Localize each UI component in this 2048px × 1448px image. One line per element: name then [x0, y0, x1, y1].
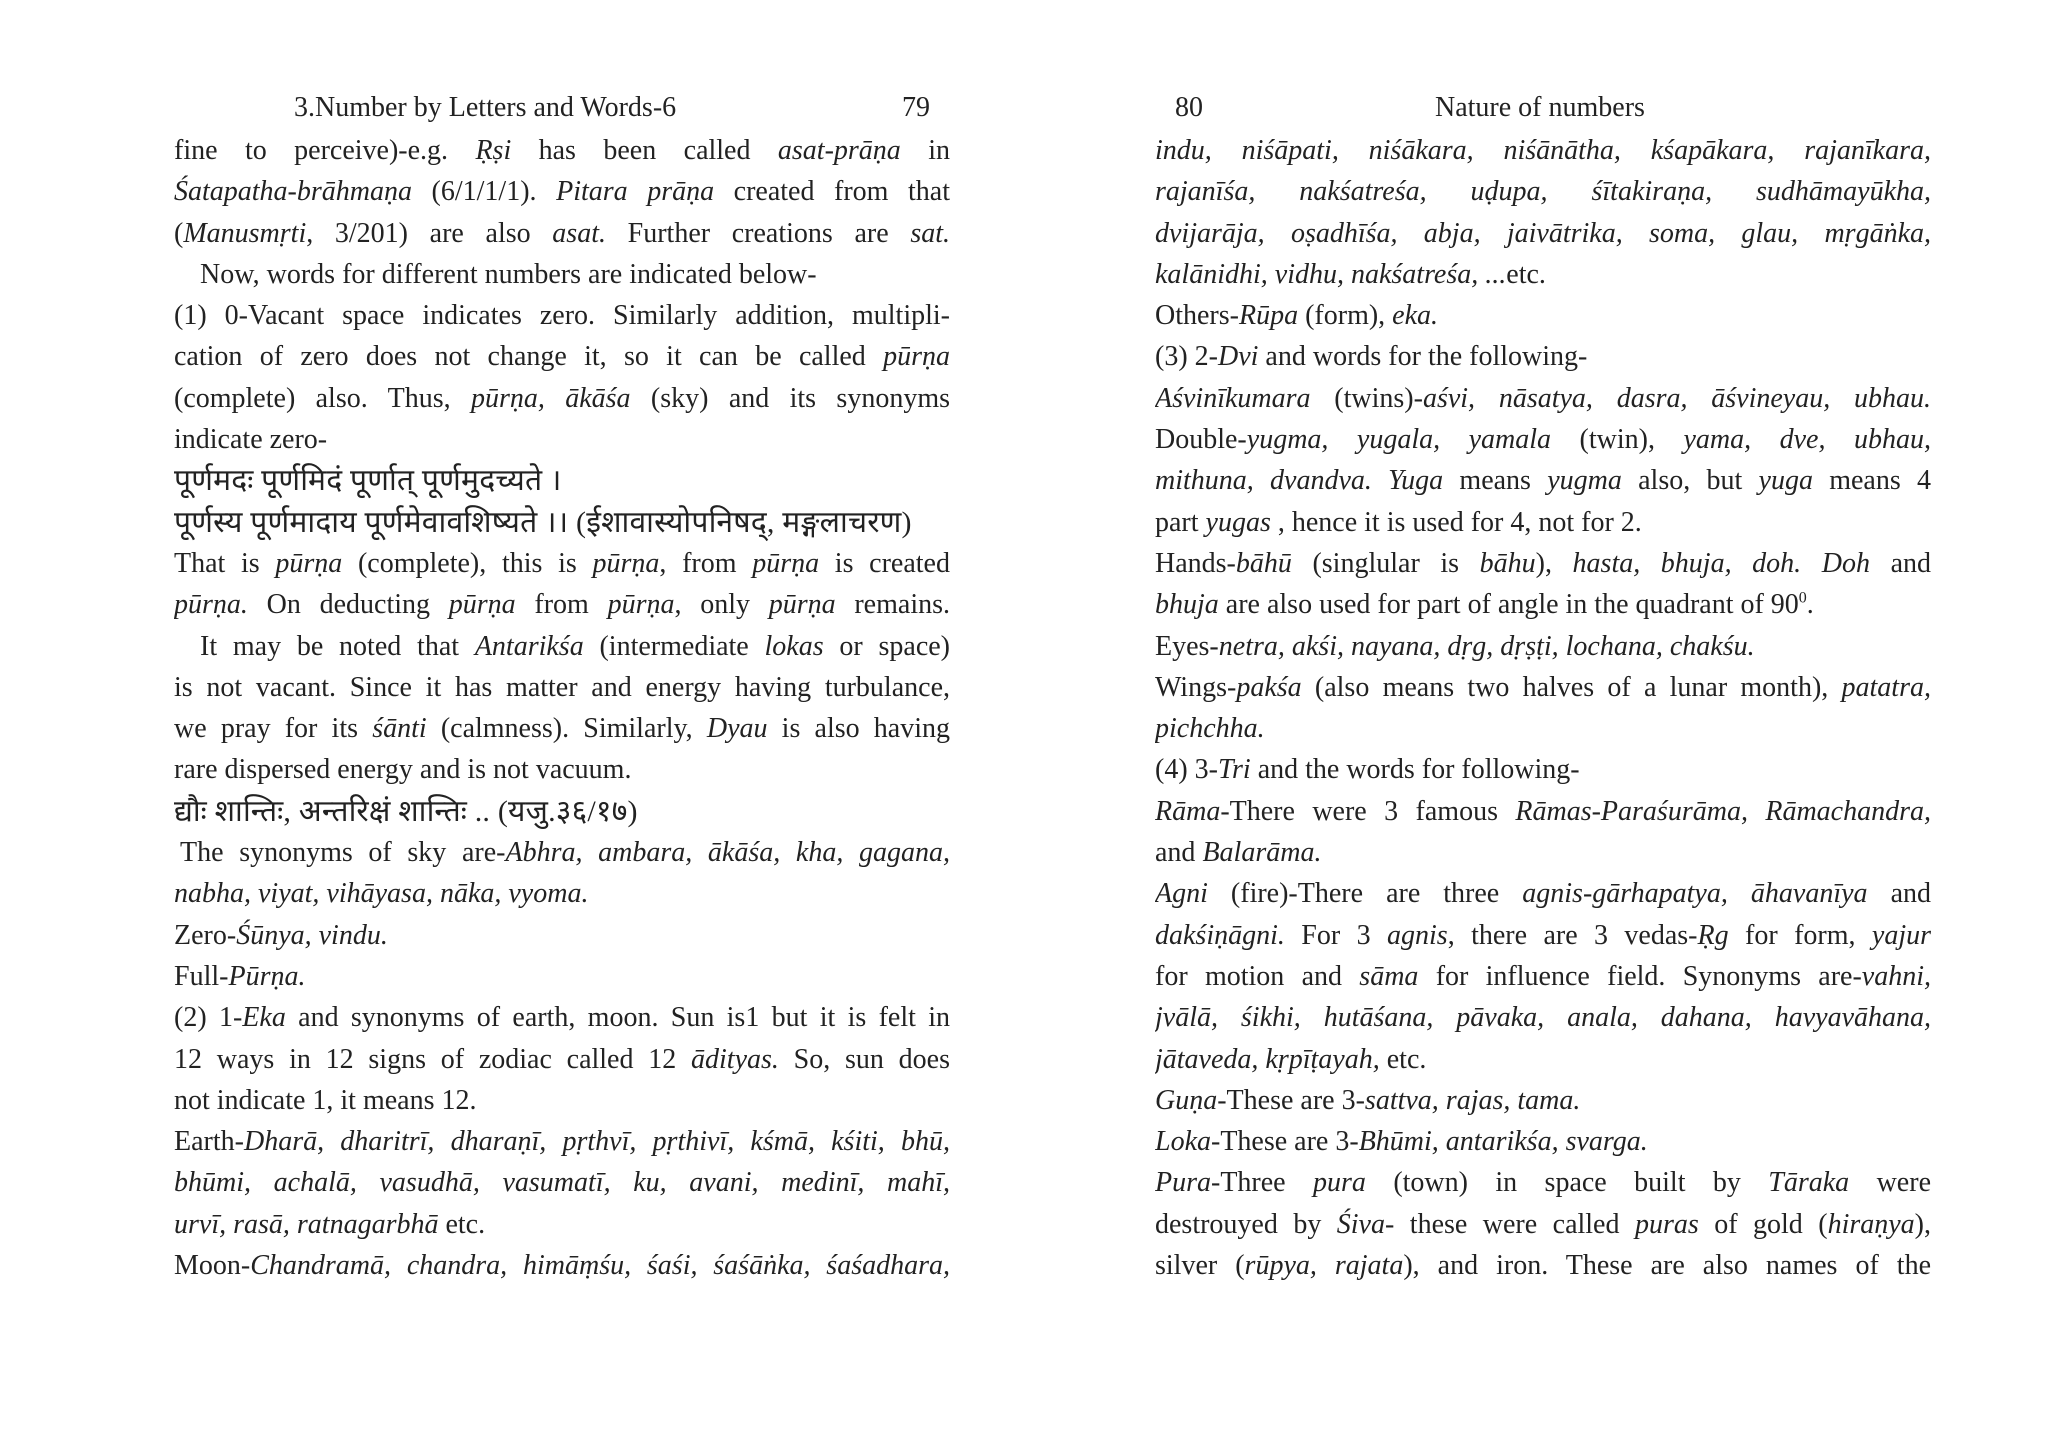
- text-line: [1155, 584, 1931, 625]
- text-line: [1155, 956, 1931, 997]
- text-line: [174, 956, 950, 997]
- text-segment: .: [1806, 589, 1814, 621]
- text-segment: Pitara prāṇa: [556, 176, 715, 208]
- text-segment: not indicate 1, it means 12.: [174, 1084, 477, 1116]
- text-segment: pūrṇa.: [174, 589, 248, 621]
- text-segment: , 3/201) are also: [306, 217, 553, 249]
- text-line: [1155, 997, 1931, 1038]
- text-segment: Dyau: [706, 713, 768, 745]
- text-segment: pūrṇa: [448, 589, 516, 621]
- text-segment: पूर्णस्य पूर्णमादाय पूर्णमेवावशिष्यते ।। (ईशावास्योपनिषद्, मङ्गलाचरण): [174, 505, 912, 539]
- text-segment: , there are 3 vedas-: [1447, 919, 1698, 951]
- text-segment: -These are 3-: [1211, 1126, 1359, 1158]
- text-segment: bhuja: [1155, 589, 1219, 621]
- running-title: 3.Number by Letters and Words-6: [294, 92, 677, 123]
- text-line: [174, 378, 950, 419]
- text-segment: is also having: [767, 713, 950, 745]
- left-page-body: [174, 130, 950, 1286]
- text-segment: -These are 3-: [1217, 1084, 1365, 1116]
- text-segment: vahni,: [1861, 960, 1931, 992]
- text-line: [1155, 171, 1931, 212]
- text-segment: Ṛṣi: [475, 135, 512, 166]
- text-line: [174, 915, 950, 956]
- text-segment: Earth-: [174, 1126, 244, 1158]
- text-segment: also, but: [1621, 465, 1759, 497]
- text-segment: Ṛg: [1697, 919, 1729, 951]
- text-line: [174, 997, 950, 1038]
- text-segment: Abhra, ambara, ākāśa, kha, gagana,: [505, 837, 950, 869]
- text-line: [174, 708, 950, 749]
- text-segment: (complete), this is: [342, 547, 593, 579]
- text-line: [1155, 749, 1931, 790]
- text-segment: Rāma: [1155, 795, 1221, 827]
- text-segment: cation of zero does not change it, so it can be called: [174, 341, 884, 373]
- text-segment: Antarikśa: [474, 630, 584, 662]
- text-line: [1155, 832, 1931, 873]
- text-segment: created from that: [714, 176, 950, 208]
- text-segment: sāma: [1359, 960, 1419, 992]
- text-segment: pūrṇa: [275, 547, 343, 579]
- text-line: [174, 254, 950, 295]
- text-segment: agnis-gārhapatya, āhavanīya: [1522, 878, 1868, 910]
- text-segment: sattva, rajas, tama.: [1364, 1084, 1581, 1116]
- text-segment: we pray for its: [174, 713, 373, 745]
- text-segment: Rūpa: [1238, 300, 1299, 332]
- text-segment: pūrṇa: [768, 589, 836, 621]
- text-segment: yajur: [1871, 919, 1931, 951]
- text-segment: silver (: [1155, 1250, 1245, 1282]
- text-segment: is not vacant. Since it has matter and energy having turbulance,: [174, 671, 950, 703]
- text-segment: On deducting: [247, 589, 449, 621]
- text-line: [1155, 213, 1931, 254]
- text-segment: yuga: [1758, 465, 1813, 497]
- text-segment: in: [900, 135, 950, 166]
- text-segment: pūrṇa: [883, 341, 950, 373]
- text-segment: and synonyms of earth, moon. Sun is1 but it is felt in: [285, 1002, 950, 1034]
- text-segment: pūrṇa: [607, 589, 675, 621]
- text-line: [1155, 791, 1931, 832]
- text-segment: pūrṇa: [752, 547, 820, 579]
- text-segment: Eka: [242, 1002, 286, 1034]
- text-segment: पूर्णमदः पूर्णमिदं पूर्णात् पूर्णमुदच्यते ।: [174, 464, 562, 498]
- text-segment: pūrṇa, ākāśa: [470, 382, 631, 414]
- text-segment: Aśvinīkumara: [1155, 382, 1311, 414]
- text-segment: lokas: [764, 630, 824, 662]
- text-segment: yama, dve, ubhau,: [1683, 424, 1931, 456]
- text-segment: Further creations are: [605, 217, 911, 249]
- text-segment: (: [174, 217, 184, 249]
- text-segment: rajanīśa, nakśatreśa, uḍupa, śītakiraṇa, sudhāmayūkha,: [1155, 176, 1931, 208]
- text-segment: (3) 2-: [1155, 341, 1218, 373]
- text-line: [1155, 1121, 1931, 1162]
- text-line: [1155, 626, 1931, 667]
- text-segment: (fire)-There are three: [1207, 878, 1523, 910]
- text-segment: ādityas.: [691, 1043, 779, 1075]
- text-segment: -There were 3 famous: [1220, 795, 1516, 827]
- text-line: [1155, 915, 1931, 956]
- text-line: [174, 1245, 950, 1286]
- text-line: [174, 130, 950, 171]
- text-segment: were: [1849, 1167, 1931, 1199]
- text-segment: jātaveda, kṛpīṭayah,: [1155, 1043, 1380, 1075]
- text-segment: and: [1869, 547, 1931, 579]
- text-segment: has been called: [511, 135, 778, 166]
- text-segment: (also means two halves of a lunar month),: [1301, 671, 1842, 703]
- text-segment: , hence it is used for 4, not for 2.: [1270, 506, 1642, 538]
- text-segment: Tri: [1217, 754, 1251, 786]
- text-segment: (4) 3-: [1155, 754, 1218, 786]
- text-line: [1155, 419, 1931, 460]
- text-segment: dakśiṇāgni.: [1155, 919, 1285, 951]
- text-segment: bhūmi, achalā, vasudhā, vasumatī, ku, avani, medinī, mahī,: [174, 1167, 950, 1199]
- text-line: [174, 584, 950, 625]
- text-segment: etc.: [1506, 258, 1546, 290]
- text-segment: Chandramā, chandra, himāṃśu, śaśi, śaśāṅka, śaśadhara,: [250, 1250, 950, 1282]
- text-segment: and the words for following-: [1250, 754, 1580, 786]
- text-segment: The synonyms of sky are-: [180, 837, 506, 869]
- text-segment: It may be noted that: [200, 630, 475, 662]
- text-segment: Pura: [1155, 1167, 1211, 1199]
- text-segment: Śatapatha-brāhmaṇa: [174, 176, 412, 208]
- text-segment: asat.: [552, 217, 606, 249]
- text-segment: means 4: [1812, 465, 1931, 497]
- text-segment: Bhūmi, antarikśa, svarga.: [1358, 1126, 1648, 1158]
- right-page-body: [1155, 130, 1931, 1286]
- text-segment: are also used for part of angle in the quadrant of 90: [1218, 589, 1799, 621]
- text-segment: ),: [1535, 547, 1573, 579]
- text-segment: remains.: [835, 589, 950, 621]
- text-segment: hasta, bhuja, doh. Doh: [1572, 547, 1870, 579]
- text-segment: jvālā, śikhi, hutāśana, pāvaka, anala, dahana, havyavāhana,: [1155, 1002, 1931, 1034]
- text-segment: etc.: [438, 1208, 486, 1240]
- text-segment: Rāmas-Paraśurāma, Rāmachandra,: [1515, 795, 1931, 827]
- text-segment: Moon-: [174, 1250, 251, 1282]
- text-segment: pakśa: [1236, 671, 1302, 703]
- text-segment: hiraṇya: [1827, 1208, 1915, 1240]
- text-line: [1155, 543, 1931, 584]
- text-segment: Hands-: [1155, 547, 1236, 579]
- text-segment: or space): [823, 630, 950, 662]
- text-segment: Dharā, dharitrī, dharaṇī, pṛthvī, pṛthivī, kśmā, kśiti, bhū,: [243, 1126, 950, 1158]
- text-segment: and words for the following-: [1258, 341, 1588, 373]
- text-segment: aśvi, nāsatya, dasra, āśvineyau, ubhau.: [1422, 382, 1931, 414]
- text-line: [1155, 460, 1931, 501]
- text-line: [174, 749, 950, 790]
- text-segment: netra, akśi, nayana, dṛg, dṛṣṭi, lochana, chakśu.: [1218, 630, 1755, 662]
- text-line: [1155, 873, 1931, 914]
- text-line: [1155, 378, 1931, 419]
- text-segment: Full-: [174, 960, 229, 992]
- text-segment: (intermediate: [583, 630, 765, 662]
- text-segment: Pūrṇa.: [228, 960, 306, 992]
- text-line: [1155, 1080, 1931, 1121]
- text-line: [174, 1204, 950, 1245]
- text-segment: Eyes-: [1155, 630, 1219, 662]
- text-segment: eka.: [1392, 300, 1439, 332]
- text-segment: indu, niśāpati, niśākara, niśānātha, kśapākara, rajanīkara,: [1155, 135, 1931, 166]
- text-segment: means: [1443, 465, 1548, 497]
- text-line: [174, 1039, 950, 1080]
- text-line: [174, 460, 950, 501]
- text-segment: Agni: [1155, 878, 1208, 910]
- text-segment: (twin),: [1551, 424, 1684, 456]
- text-segment: and: [1155, 837, 1203, 869]
- text-line: [174, 873, 950, 914]
- page-number: 80: [1175, 92, 1203, 123]
- text-segment: 0: [1798, 589, 1807, 607]
- text-segment: That is: [174, 547, 276, 579]
- text-segment: etc.: [1379, 1043, 1427, 1075]
- text-segment: (sky) and its synonyms: [630, 382, 950, 414]
- text-segment: yugma, yugala, yamala: [1246, 424, 1552, 456]
- text-segment: yugma: [1547, 465, 1622, 497]
- text-line: [174, 295, 950, 336]
- text-segment: rare dispersed energy and is not vacuum.: [174, 754, 632, 786]
- text-segment: (complete) also. Thus,: [174, 382, 471, 414]
- text-line: [174, 667, 950, 708]
- text-segment: So, sun does: [778, 1043, 950, 1075]
- text-line: [174, 171, 950, 212]
- text-segment: For 3: [1284, 919, 1387, 951]
- text-line: [1155, 336, 1931, 377]
- text-line: [174, 543, 950, 584]
- text-segment: 12 ways in 12 signs of zodiac called 12: [174, 1043, 692, 1075]
- text-segment: nabha, viyat, vihāyasa, nāka, vyoma.: [174, 878, 589, 910]
- text-line: [174, 419, 950, 460]
- text-segment: Now, words for different numbers are indicated below-: [200, 258, 817, 290]
- text-line: [174, 626, 950, 667]
- text-segment: and: [1867, 878, 1931, 910]
- text-segment: fine to perceive)-e.g.: [174, 135, 476, 166]
- text-line: [1155, 254, 1931, 295]
- text-segment: (6/1/1/1).: [412, 176, 557, 208]
- text-segment: yugas: [1205, 506, 1271, 538]
- text-segment: for form,: [1728, 919, 1872, 951]
- text-segment: Dvi: [1217, 341, 1259, 373]
- text-segment: (form),: [1298, 300, 1393, 332]
- text-segment: part: [1155, 506, 1206, 538]
- text-segment: (1) 0-Vacant space indicates zero. Similarly addition, multipli-: [174, 300, 950, 332]
- text-segment: from: [515, 589, 608, 621]
- text-segment: Śiva: [1336, 1208, 1385, 1240]
- text-segment: is created: [819, 547, 950, 579]
- right-page: [1155, 88, 1931, 1286]
- text-segment: ),: [1914, 1208, 1931, 1240]
- text-segment: Tāraka: [1768, 1167, 1850, 1199]
- text-segment: Manusmṛti: [183, 217, 307, 249]
- text-line: [1155, 1204, 1931, 1245]
- text-segment: puras: [1634, 1208, 1699, 1240]
- text-segment: mithuna, dvandva. Yuga: [1155, 465, 1444, 497]
- text-line: [174, 502, 950, 543]
- text-line: [174, 1080, 950, 1121]
- text-segment: (calmness). Similarly,: [426, 713, 707, 745]
- text-line: [174, 213, 950, 254]
- text-segment: of gold (: [1698, 1208, 1828, 1240]
- text-segment: śānti: [372, 713, 427, 745]
- text-segment: Śūnya, vindu.: [236, 919, 388, 951]
- text-segment: pichchha.: [1155, 713, 1265, 745]
- text-segment: sat.: [910, 217, 950, 249]
- text-line: [1155, 708, 1931, 749]
- text-segment: (2) 1-: [174, 1002, 243, 1034]
- text-line: [1155, 1245, 1931, 1286]
- text-segment: rūpya, rajata: [1244, 1250, 1404, 1282]
- left-page: [174, 88, 950, 1286]
- text-segment: destrouyed by: [1155, 1208, 1337, 1240]
- text-line: [174, 832, 950, 873]
- text-segment: Zero-: [174, 919, 237, 951]
- text-line: [1155, 667, 1931, 708]
- text-line: [174, 791, 950, 832]
- text-line: [1155, 1039, 1931, 1080]
- text-segment: pūrṇa: [592, 547, 660, 579]
- text-segment: dvijarāja, oṣadhīśa, abja, jaivātrika, soma, glau, mṛgāṅka,: [1155, 217, 1931, 249]
- text-line: [1155, 502, 1931, 543]
- text-segment: for motion and: [1155, 960, 1360, 992]
- text-segment: (singlular is: [1291, 547, 1480, 579]
- text-segment: kalānidhi, vidhu, nakśatreśa, ...: [1155, 258, 1507, 290]
- text-segment: (twins)-: [1310, 382, 1423, 414]
- text-segment: द्यौः शान्तिः, अन्तरिक्षं शान्तिः .. (यजु.३६/१७): [174, 794, 638, 828]
- text-segment: pura: [1313, 1167, 1366, 1199]
- text-segment: Loka: [1155, 1126, 1211, 1158]
- text-segment: for influence field. Synonyms are-: [1418, 960, 1862, 992]
- text-segment: patatra,: [1841, 671, 1931, 703]
- text-segment: Double-: [1155, 424, 1247, 456]
- text-line: [1155, 130, 1931, 171]
- text-line: [174, 336, 950, 377]
- text-segment: indicate zero-: [174, 424, 328, 456]
- left-page-header: [174, 88, 950, 128]
- text-segment: -Three: [1211, 1167, 1314, 1199]
- text-segment: Balarāma.: [1202, 837, 1322, 869]
- text-line: [1155, 1162, 1931, 1203]
- text-segment: Others-: [1155, 300, 1239, 332]
- text-segment: , from: [659, 547, 753, 579]
- text-segment: asat-prāṇa: [777, 135, 901, 166]
- text-line: [174, 1162, 950, 1203]
- running-title: Nature of numbers: [1435, 92, 1645, 123]
- text-segment: urvī, rasā, ratnagarbhā: [174, 1208, 439, 1240]
- text-line: [1155, 295, 1931, 336]
- text-segment: Wings-: [1155, 671, 1237, 703]
- text-segment: Guṇa: [1155, 1084, 1218, 1116]
- text-segment: bāhū: [1235, 547, 1292, 579]
- right-page-header: [1155, 88, 1931, 128]
- text-segment: agnis: [1387, 919, 1448, 951]
- text-segment: , only: [674, 589, 769, 621]
- text-line: [174, 1121, 950, 1162]
- text-segment: ), and iron. These are also names of the: [1403, 1250, 1931, 1282]
- text-segment: - these were called: [1385, 1208, 1635, 1240]
- text-segment: bāhu: [1479, 547, 1536, 579]
- page-number: 79: [902, 92, 930, 123]
- text-segment: (town) in space built by: [1365, 1167, 1769, 1199]
